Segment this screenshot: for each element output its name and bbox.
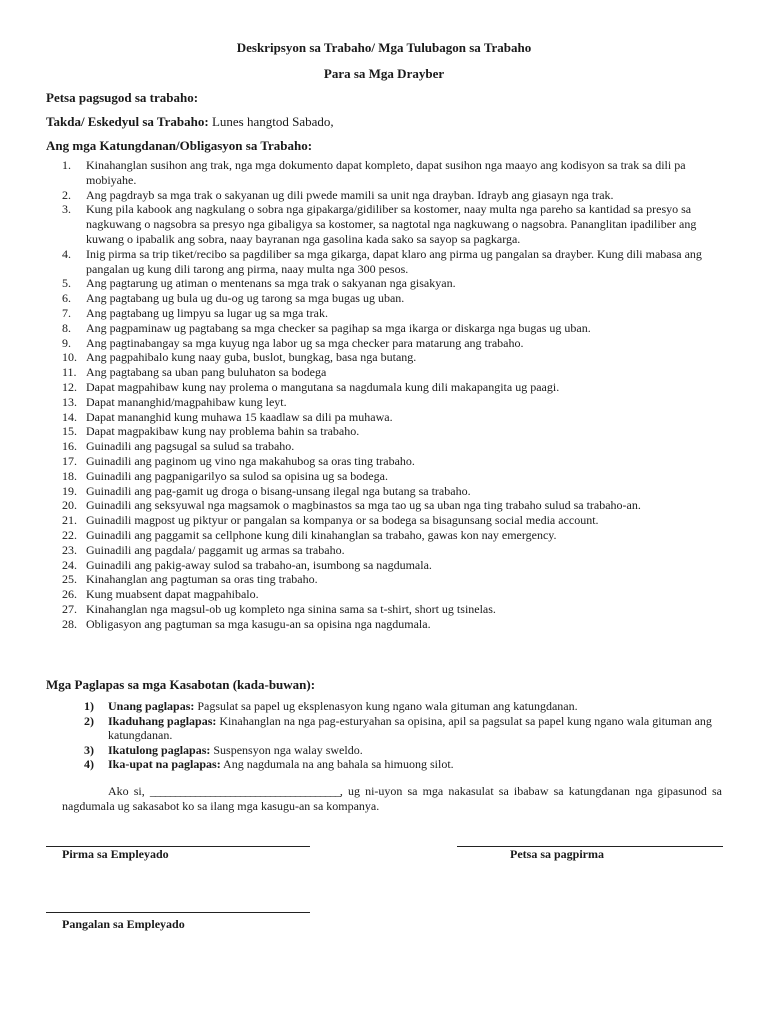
duty-text: Guinadili ang seksyuwal nga magsamok o magbinastos sa mga tao ug sa uban nga ting trabaho sulud sa trabaho-an. bbox=[86, 498, 641, 513]
violation-number: 4) bbox=[84, 757, 94, 772]
duty-number: 13. bbox=[62, 394, 77, 409]
duty-item bbox=[62, 158, 726, 188]
duty-item bbox=[62, 572, 726, 587]
duty-number: 24. bbox=[62, 557, 77, 572]
duty-text: Guinadili ang pakig-away sulod sa trabaho-an, isumbong sa nagdumala. bbox=[86, 557, 432, 572]
duty-text: Guinadili ang pagpanigarilyo sa sulod sa opisina ug sa bodega. bbox=[86, 468, 388, 483]
duty-text: Guinadili ang pag-gamit ug droga o bisang-unsang ilegal nga butang sa trabaho. bbox=[86, 483, 471, 498]
duty-number: 15. bbox=[62, 424, 77, 439]
duty-text: Dapat mananghid kung muhawa 15 kaadlaw sa dili pa muhawa. bbox=[86, 409, 393, 424]
duty-item bbox=[62, 202, 726, 246]
violation-number: 3) bbox=[84, 742, 94, 757]
violation-label: Ika-upat na paglapas: bbox=[108, 757, 221, 772]
duty-number: 23. bbox=[62, 542, 77, 557]
duty-text: Ang pagdrayb sa mga trak o sakyanan ug dili pwede mamili sa unit nga drayban. Idrayb ang giasayn nga trak. bbox=[86, 187, 614, 202]
duty-number: 12. bbox=[62, 379, 77, 394]
duty-item bbox=[62, 617, 726, 632]
duty-item bbox=[62, 247, 726, 277]
duty-item bbox=[62, 350, 726, 365]
duty-number: 6. bbox=[62, 291, 71, 306]
duty-item bbox=[62, 291, 726, 306]
violation-text: Kinahanglan na nga pag-esturyahan sa opisina, apil sa pagsulat sa papel kung ngano wala gituman ang katungdanan. bbox=[108, 713, 712, 743]
duty-number: 4. bbox=[62, 246, 71, 261]
violation-text: Pagsulat sa papel ug eksplenasyon kung ngano wala gituman ang katungdanan. bbox=[194, 699, 578, 713]
violation-item bbox=[84, 757, 732, 772]
violation-item bbox=[84, 714, 732, 743]
violation-number: 2) bbox=[84, 713, 94, 728]
duty-number: 11. bbox=[62, 365, 77, 380]
duty-number: 21. bbox=[62, 513, 77, 528]
duty-item bbox=[62, 498, 726, 513]
name-line bbox=[46, 912, 310, 913]
duty-text: Kinahanglan susihon ang trak, nga mga dokumento dapat kompleto, dapat susihon nga maayo ang kodisyon sa trak sa dili pa mobiyahe. bbox=[86, 158, 686, 187]
schedule-label: Takda/ Eskedyul sa Trabaho: bbox=[46, 114, 209, 129]
violation-text: Suspensyon nga walay sweldo. bbox=[210, 742, 363, 757]
duty-text: Kung pila kabook ang nagkulang o sobra nga gipakarga/gidiliber sa kostomer, naay multa nga pareho sa kantidad sa presyo sa nagkuwang o nagsobra sa presyo nga gibaligya sa kostomer, sa nagtotal nga nagkuwang o nagsobra. Pananglitan ipadiliber ang kuwang o ipabalik ang sobra, naay bayranan nga gasolina kada sako sa sayop sa pagkarga. bbox=[86, 202, 697, 246]
duty-number: 22. bbox=[62, 527, 77, 542]
duty-text: Ang pagpahibalo kung naay guba, buslot, bungkag, basa nga butang. bbox=[86, 350, 417, 365]
duty-item bbox=[62, 558, 726, 573]
duty-text: Guinadili magpost ug piktyur or pangalan sa kompanya or sa bodega sa bisagunsang social media account. bbox=[86, 513, 599, 528]
duty-text: Ang pagtabang ug bula ug du-og ug tarong sa mga bugas ug uban. bbox=[86, 291, 405, 306]
violations-list bbox=[84, 699, 732, 772]
duty-item bbox=[62, 528, 726, 543]
duty-text: Guinadili ang pagsugal sa sulud sa trabaho. bbox=[86, 439, 295, 454]
duty-item bbox=[62, 439, 726, 454]
duty-text: Ang pagtarung ug atiman o mentenans sa mga trak o sakyanan nga gisakyan. bbox=[86, 276, 456, 291]
duty-item bbox=[62, 543, 726, 558]
employee-name-label: Pangalan sa Empleyado bbox=[62, 917, 185, 931]
duty-item bbox=[62, 188, 726, 203]
duty-text: Dapat mananghid/magpahibaw kung leyt. bbox=[86, 394, 287, 409]
duty-text: Guinadili ang pagdala/ paggamit ug armas sa trabaho. bbox=[86, 542, 345, 557]
duty-number: 20. bbox=[62, 498, 77, 513]
violation-label: Ikatulong paglapas: bbox=[108, 742, 211, 757]
duty-number: 3. bbox=[62, 202, 71, 217]
duty-number: 17. bbox=[62, 453, 77, 468]
duty-text: Ang pagtinabangay sa mga kuyug nga labor ug sa mga checker para matarung ang trabaho. bbox=[86, 335, 524, 350]
duty-item bbox=[62, 410, 726, 425]
duties-heading: Ang mga Katungdanan/Obligasyon sa Trabaho: bbox=[46, 138, 313, 153]
duty-number: 25. bbox=[62, 572, 77, 587]
violation-text: Ang nagdumala na ang bahala sa himuong silot. bbox=[220, 757, 454, 772]
duty-text: Ang pagtabang sa uban pang buluhaton sa bodega bbox=[86, 365, 327, 380]
agreement-suffix: , ug ni-uyon sa mga nakasulat sa ibabaw sa katungdanan nga gipasunod sa nagdumala ug sakasabot ko sa ilang mga kasugu-an sa kompanya. bbox=[62, 784, 722, 813]
duty-item bbox=[62, 395, 726, 410]
duty-item bbox=[62, 276, 726, 291]
agreement-prefix: Ako si, bbox=[108, 784, 150, 798]
duty-number: 7. bbox=[62, 305, 71, 320]
duty-text: Kung muabsent dapat magpahibalo. bbox=[86, 587, 259, 602]
duty-text: Ang pagpaminaw ug pagtabang sa mga checker sa pagihap sa mga ikarga or diskarga nga bugas ug uban. bbox=[86, 320, 591, 335]
duty-number: 18. bbox=[62, 468, 77, 483]
duty-text: Dapat magpahibaw kung nay prolema o mangutana sa nagdumala kung dili makapangita ug paagi. bbox=[86, 379, 560, 394]
violations-heading: Mga Paglapas sa mga Kasabotan (kada-buwan): bbox=[46, 677, 316, 692]
duty-item bbox=[62, 469, 726, 484]
duty-text: Inig pirma sa trip tiket/recibo sa pagdiliber sa mga gikarga, dapat klaro ang pirma ug pangalan sa drayber. Kung dili mabasa ang pangalan ug kung dili tarong ang pirma, naay multa nga 300 pesos. bbox=[86, 246, 702, 276]
violation-item bbox=[84, 699, 732, 714]
document-title: Deskripsyon sa Trabaho/ Mga Tulubagon sa Trabaho bbox=[236, 40, 532, 55]
violation-label: Unang paglapas: bbox=[108, 699, 195, 713]
duty-item bbox=[62, 587, 726, 602]
duty-item bbox=[62, 306, 726, 321]
duty-number: 1. bbox=[62, 158, 71, 172]
duty-number: 28. bbox=[62, 616, 77, 631]
duty-text: Dapat magpakibaw kung nay problema bahin sa trabaho. bbox=[86, 424, 360, 439]
duty-item bbox=[62, 365, 726, 380]
name-blank: ______________________________________ bbox=[149, 784, 340, 798]
duties-list bbox=[62, 158, 726, 632]
duty-item bbox=[62, 424, 726, 439]
duty-item bbox=[62, 513, 726, 528]
duty-number: 26. bbox=[62, 587, 77, 602]
violation-label: Ikaduhang paglapas: bbox=[108, 713, 217, 728]
document-subtitle: Para sa Mga Drayber bbox=[323, 66, 445, 81]
schedule-value: Lunes hangtod Sabado, bbox=[208, 114, 334, 129]
duty-text: Guinadili ang paginom ug vino nga makahubog sa oras ting trabaho. bbox=[86, 453, 415, 468]
employee-signature-label: Pirma sa Empleyado bbox=[62, 847, 169, 861]
duty-item bbox=[62, 454, 726, 469]
signing-date-label: Petsa sa pagpirma bbox=[510, 847, 604, 861]
duty-number: 14. bbox=[62, 409, 77, 424]
duty-item bbox=[62, 380, 726, 395]
violation-item bbox=[84, 743, 732, 758]
duty-number: 10. bbox=[62, 350, 77, 365]
duty-text: Kinahanglan nga magsul-ob ug kompleto nga sinina sama sa t-shirt, short ug tsinelas. bbox=[86, 601, 496, 616]
duty-number: 5. bbox=[62, 276, 71, 291]
duty-number: 27. bbox=[62, 601, 77, 616]
duty-number: 2. bbox=[62, 187, 71, 202]
duty-item bbox=[62, 602, 726, 617]
agreement-statement bbox=[62, 784, 722, 814]
duty-item bbox=[62, 336, 726, 351]
violation-number: 1) bbox=[84, 699, 94, 713]
duty-item bbox=[62, 484, 726, 499]
duty-number: 19. bbox=[62, 483, 77, 498]
duty-number: 16. bbox=[62, 439, 77, 454]
duty-item bbox=[62, 321, 726, 336]
duty-text: Guinadili ang paggamit sa cellphone kung dili kinahanglan sa trabaho, gawas kon nay emergency. bbox=[86, 527, 557, 542]
duty-text: Ang pagtabang ug limpyu sa lugar ug sa mga trak. bbox=[86, 305, 328, 320]
schedule-line bbox=[46, 114, 334, 130]
duty-text: Kinahanglan ang pagtuman sa oras ting trabaho. bbox=[86, 572, 318, 587]
duty-number: 9. bbox=[62, 335, 71, 350]
start-date-label: Petsa pagsugod sa trabaho: bbox=[46, 90, 199, 105]
duty-number: 8. bbox=[62, 320, 71, 335]
duty-text: Obligasyon ang pagtuman sa mga kasugu-an sa opisina nga nagdumala. bbox=[86, 616, 431, 631]
